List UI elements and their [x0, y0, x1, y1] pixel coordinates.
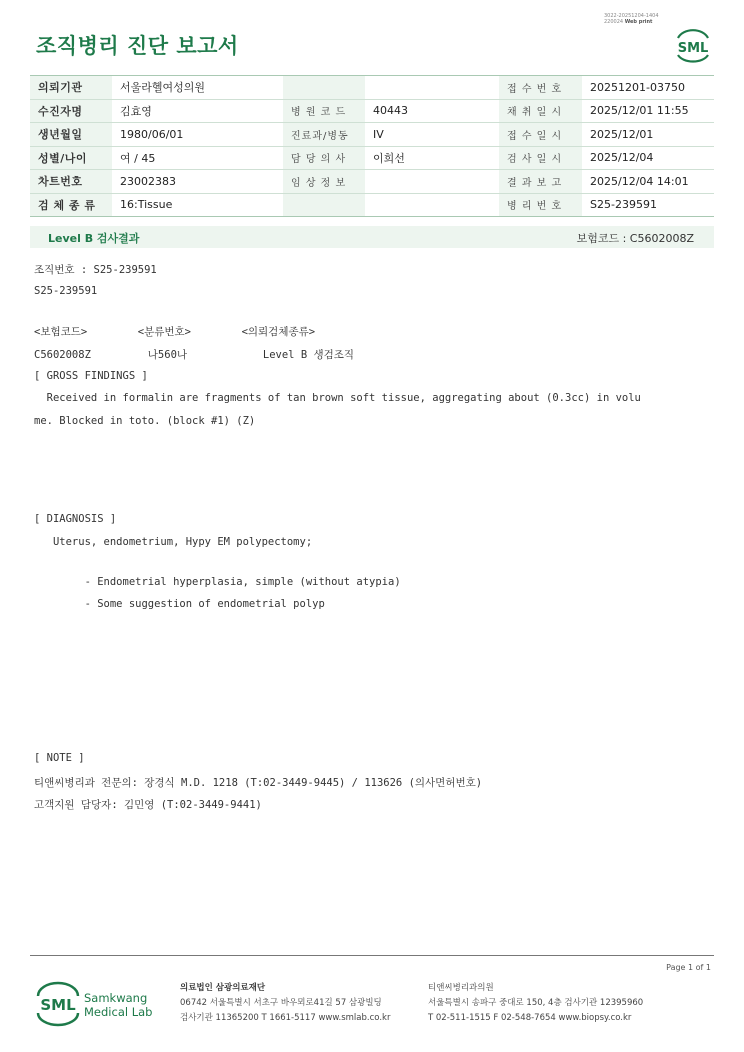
- footer-lab-info: [180, 981, 390, 1026]
- info-row: [30, 99, 714, 123]
- info-value: 김효영: [112, 99, 283, 123]
- gross-findings-heading: [ GROSS FINDINGS ]: [34, 370, 148, 382]
- info-label: 담 당 의 사: [283, 146, 365, 170]
- info-value: IV: [365, 123, 499, 147]
- diagnosis-heading: [ DIAGNOSIS ]: [34, 513, 117, 525]
- info-label: 병 원 코 드: [283, 99, 365, 123]
- diagnosis-item: - Some suggestion of endometrial polyp: [34, 598, 325, 610]
- info-value: 2025/12/04 14:01: [582, 170, 714, 194]
- note-pathologist: 티앤씨병리과 전문의: 장경식 M.D. 1218 (T:02-3449-9445) / 113626 (의사면허번호): [34, 777, 483, 789]
- page-number: Page 1 of 1: [666, 963, 711, 972]
- logo-text: SML: [677, 41, 709, 56]
- info-label: 수진자명: [30, 99, 112, 123]
- print-code-number: 3022-20251204-1404: [604, 13, 659, 19]
- info-label: 성별/나이: [30, 146, 112, 170]
- info-label: 검 사 일 시: [499, 146, 582, 170]
- samkwang-logo-icon: [36, 981, 156, 1027]
- specimen-number: S25-239591: [34, 285, 98, 297]
- info-value: 이희선: [365, 146, 499, 170]
- print-code: [604, 13, 659, 25]
- patient-info-table: [30, 75, 714, 217]
- info-row: [30, 170, 714, 194]
- info-value: 23002383: [112, 170, 283, 194]
- report-title: 조직병리 진단 보고서: [36, 34, 239, 58]
- insurance-code: 보험코드 : C5602008Z: [576, 232, 694, 245]
- note-heading: [ NOTE ]: [34, 752, 85, 764]
- footer-clinic-info: [428, 981, 643, 1026]
- footer-logo-abbr: SML: [40, 996, 76, 1014]
- footer-lab-contact: 검사기관 11365200 T 1661-5117 www.smlab.co.kr: [180, 1013, 391, 1023]
- info-value: 2025/12/04: [582, 146, 714, 170]
- gross-findings-text-1: Received in formalin are fragments of tan brown soft tissue, aggregating about (0.3cc) in volu: [34, 392, 641, 404]
- info-value: S25-239591: [582, 193, 714, 217]
- info-value: 2025/12/01: [582, 123, 714, 147]
- footer-lab-name: 의료법인 삼광의료재단: [180, 983, 266, 993]
- info-row: [30, 76, 714, 100]
- info-label: 접 수 일 시: [499, 123, 582, 147]
- code-values: C5602008Z 나560나 Level B 생검조직: [34, 349, 355, 361]
- info-value: [365, 193, 499, 217]
- info-label: [283, 193, 365, 217]
- info-label: [283, 76, 365, 100]
- info-value: 1980/06/01: [112, 123, 283, 147]
- footer-clinic-address: 서울특별시 송파구 중대로 150, 4층 검사기관 12395960: [428, 998, 644, 1008]
- info-value: 서울라헬여성의원: [112, 76, 283, 100]
- footer-lab-address: 06742 서울특별시 서초구 바우뫼로41길 57 삼광빌딩: [180, 998, 382, 1008]
- footer-clinic-contact: T 02-511-1515 F 02-548-7654 www.biopsy.co.kr: [428, 1013, 632, 1023]
- footer-logo-name1: Samkwang: [84, 991, 148, 1005]
- specimen-number-line: 조직번호 : S25-239591: [34, 264, 157, 276]
- info-label: 의뢰기관: [30, 76, 112, 100]
- info-label: 채 취 일 시: [499, 99, 582, 123]
- info-label: 접 수 번 호: [499, 76, 582, 100]
- info-label: 검 체 종 류: [30, 193, 112, 217]
- info-value: 20251201-03750: [582, 76, 714, 100]
- result-level-label: Level B 검사결과: [48, 232, 140, 245]
- print-code-sub: 220024: [604, 19, 624, 25]
- info-label: 생년월일: [30, 123, 112, 147]
- info-row: [30, 123, 714, 147]
- info-value: 40443: [365, 99, 499, 123]
- result-header-bar: [30, 226, 714, 248]
- info-value: 2025/12/01 11:55: [582, 99, 714, 123]
- info-value: 16:Tissue: [112, 193, 283, 217]
- info-label: 결 과 보 고: [499, 170, 582, 194]
- diagnosis-item: - Endometrial hyperplasia, simple (without atypia): [34, 576, 401, 588]
- note-support: 고객지원 담당자: 김민영 (T:02-3449-9441): [34, 799, 262, 811]
- footer-clinic-name: 티앤씨병리과의원: [428, 983, 494, 993]
- sml-logo-icon: [672, 26, 714, 64]
- diagnosis-site: Uterus, endometrium, Hypy EM polypectomy;: [34, 536, 313, 548]
- info-value: 여 / 45: [112, 146, 283, 170]
- footer-logo-name2: Medical Lab: [84, 1005, 153, 1019]
- info-row: [30, 193, 714, 217]
- info-value: [365, 76, 499, 100]
- gross-findings-text-2: me. Blocked in toto. (block #1) (Z): [34, 415, 256, 427]
- info-label: 병 리 번 호: [499, 193, 582, 217]
- code-headers: <보험코드> <분류번호> <의뢰검체종류>: [34, 326, 316, 338]
- info-label: 차트번호: [30, 170, 112, 194]
- footer-divider: [30, 955, 714, 956]
- info-row: [30, 146, 714, 170]
- info-value: [365, 170, 499, 194]
- print-label: Web print: [624, 19, 653, 25]
- info-label: 임 상 정 보: [283, 170, 365, 194]
- info-label: 진료과/병동: [283, 123, 365, 147]
